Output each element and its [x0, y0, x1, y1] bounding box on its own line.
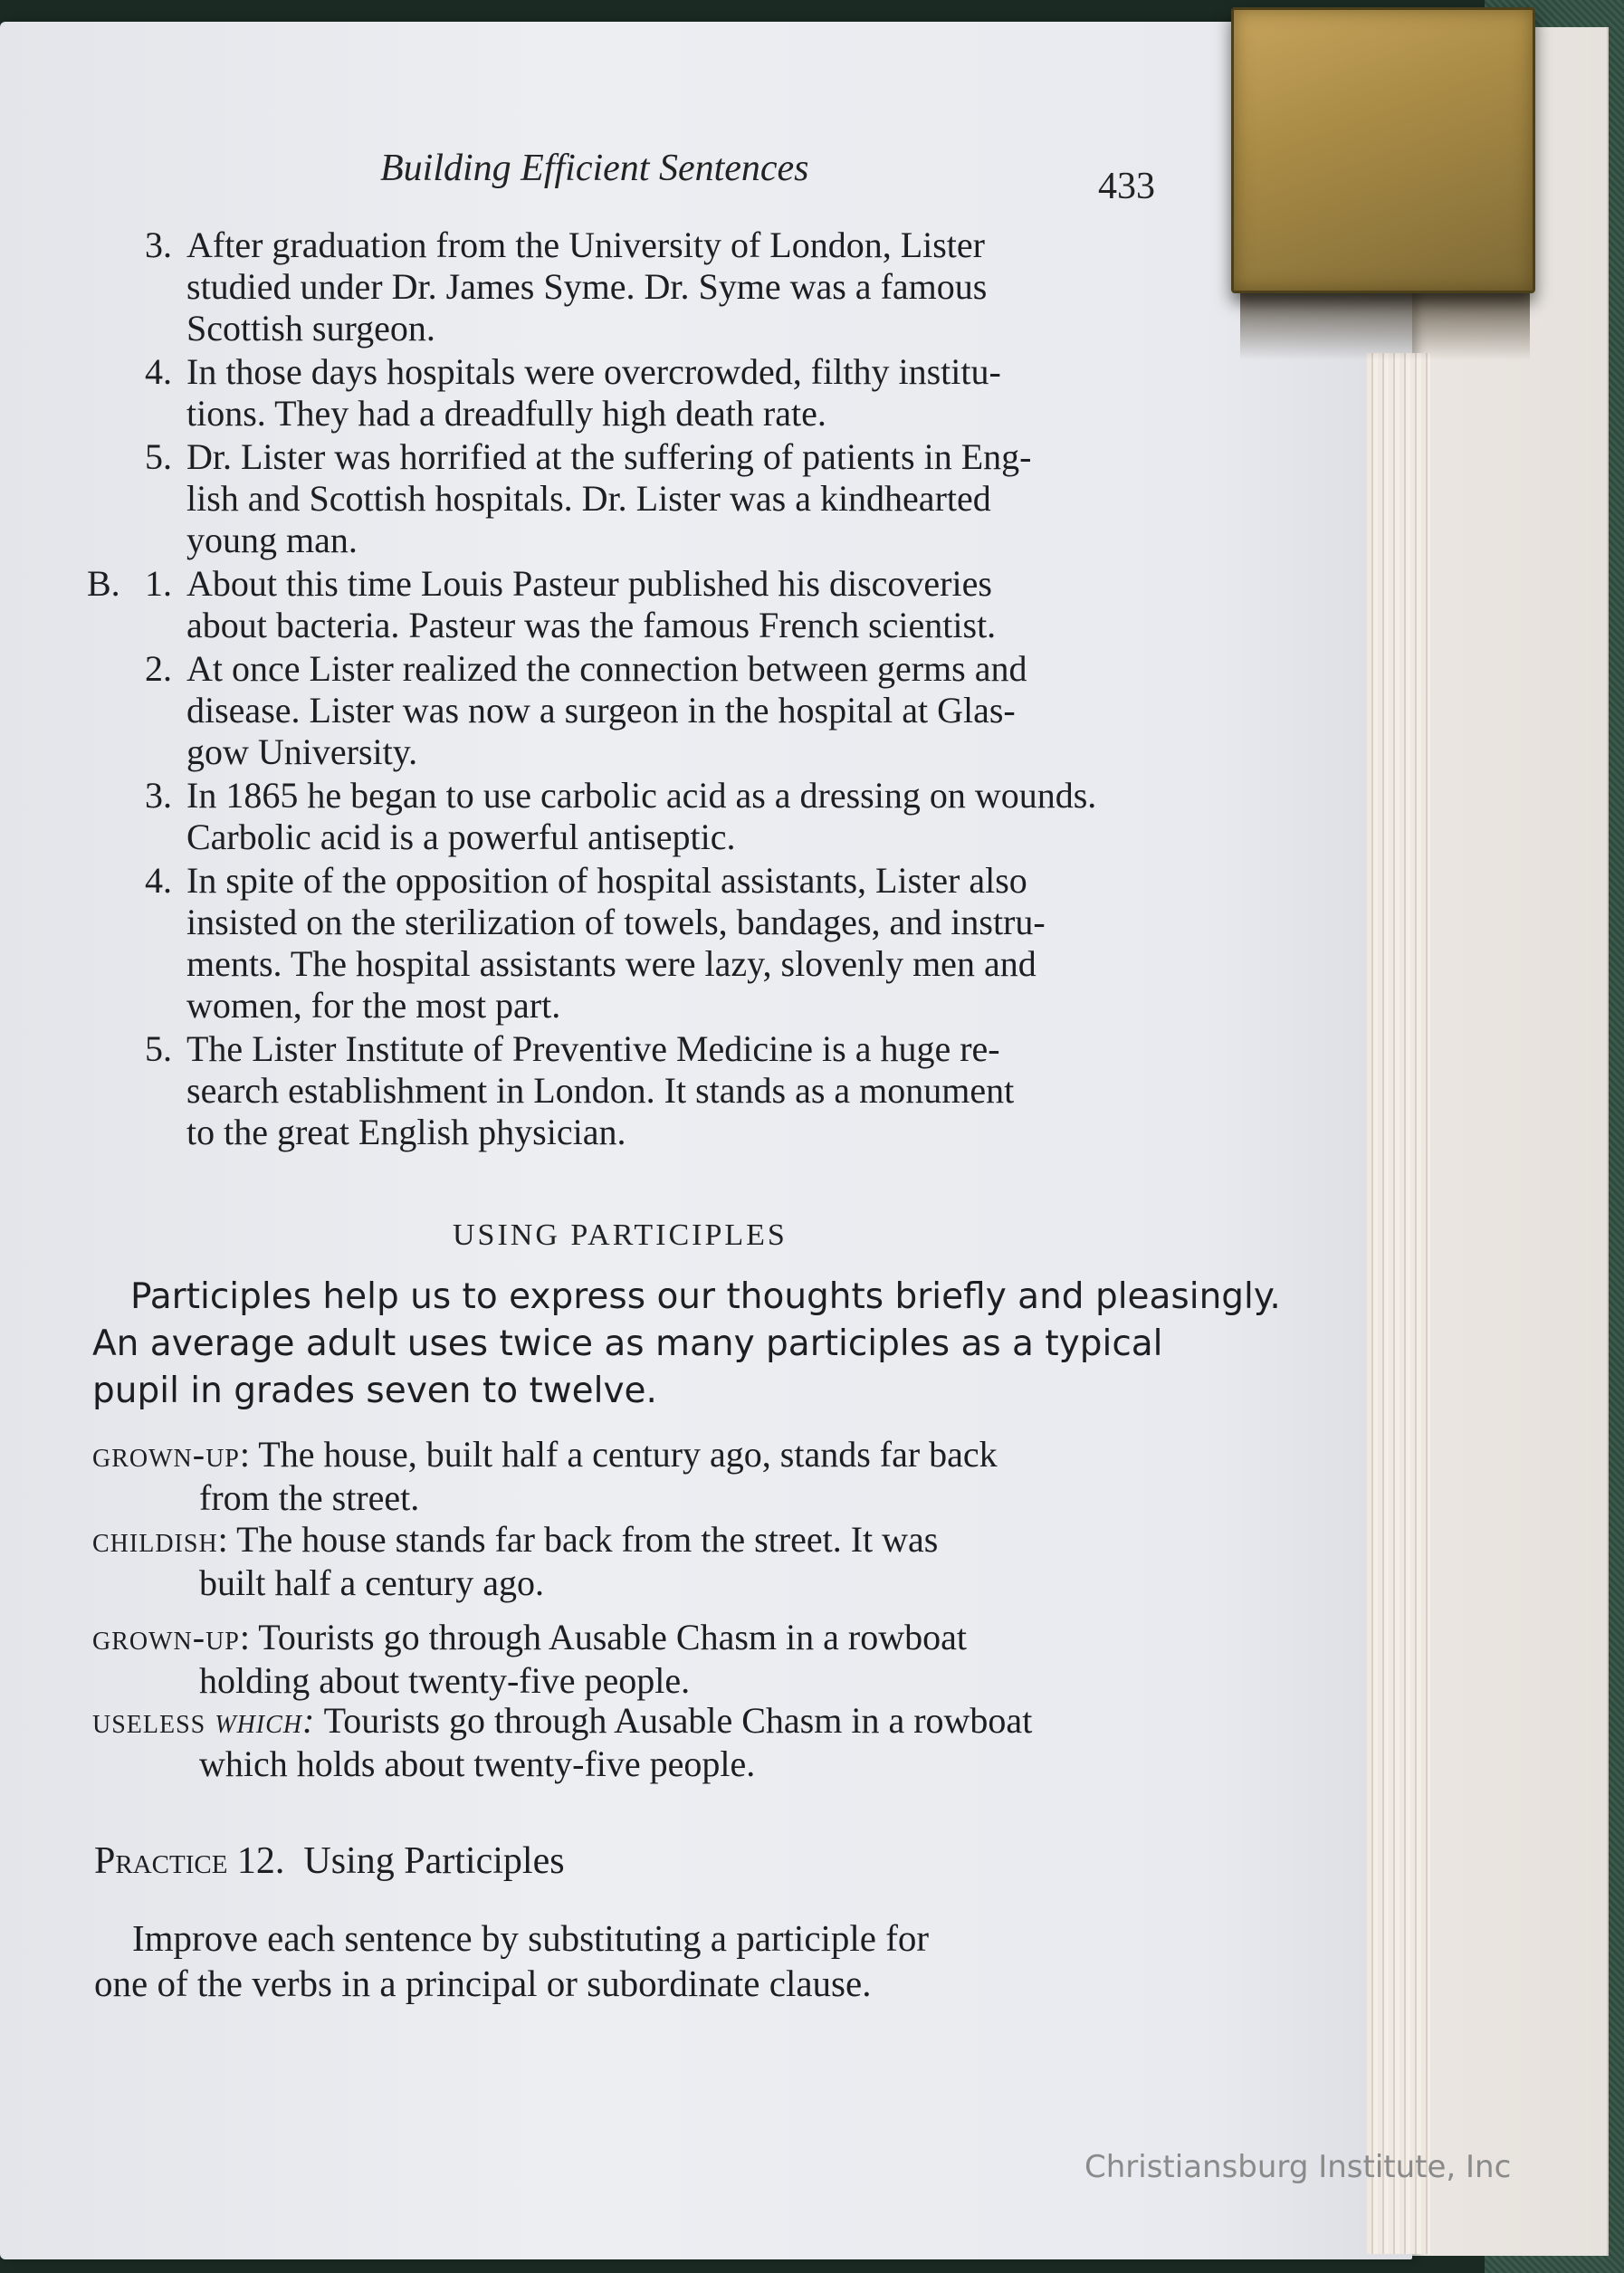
- list-a-3-line-3: Scottish surgeon.: [186, 308, 435, 349]
- list-b-num-1: 1.: [145, 563, 172, 604]
- practice-label: Practice: [94, 1840, 228, 1882]
- example-1-line-1: grown-up: The house, built half a century ago, stands far back: [92, 1434, 998, 1475]
- example-label: grown-up: [92, 1434, 240, 1475]
- list-a-5-line-3: young man.: [186, 520, 358, 560]
- list-b-1-line-1: About this time Louis Pasteur published his discoveries: [186, 563, 992, 604]
- practice-heading: [94, 1839, 565, 1883]
- list-a-3-line-2: studied under Dr. James Syme. Dr. Syme was a famous: [186, 266, 988, 307]
- list-b-2-line-3: gow University.: [186, 731, 418, 772]
- list-b-2-line-2: disease. Lister was now a surgeon in the hospital at Glas-: [186, 690, 1016, 731]
- list-a-4-line-2: tions. They had a dreadfully high death rate.: [186, 393, 826, 434]
- example-3-line-1: grown-up: Tourists go through Ausable Chasm in a rowboat: [92, 1617, 967, 1657]
- list-b-4-line-2: insisted on the sterilization of towels, bandages, and instru-: [186, 902, 1046, 942]
- example-3-line-2: holding about twenty-five people.: [199, 1660, 691, 1701]
- list-a-3-line-1: After graduation from the University of London, Lister: [186, 224, 985, 265]
- list-b-num-3: 3.: [145, 775, 172, 816]
- section-heading: USING PARTICIPLES: [453, 1218, 788, 1252]
- intro-line-2: An average adult uses twice as many participles as a typical: [92, 1323, 1163, 1364]
- page-edges: [1367, 353, 1430, 2254]
- list-a-4-line-1: In those days hospitals were overcrowded, filthy institu-: [186, 351, 1001, 392]
- example-1-line-2: from the street.: [199, 1477, 420, 1518]
- example-label: useless: [92, 1700, 206, 1741]
- list-a-5-line-2: lish and Scottish hospitals. Dr. Lister was a kindhearted: [186, 478, 991, 519]
- example-4-line-1: useless which: Tourists go through Ausable Chasm in a rowboat: [92, 1700, 1033, 1741]
- list-a-num-3: 3.: [145, 224, 172, 265]
- list-b-5-line-2: search establishment in London. It stands as a monument: [186, 1070, 1015, 1111]
- list-b-num-2: 2.: [145, 648, 172, 689]
- list-b-5-line-3: to the great English physician.: [186, 1112, 626, 1152]
- practice-title: Using Participles: [303, 1840, 565, 1882]
- list-b-4-line-4: women, for the most part.: [186, 985, 561, 1026]
- list-a-5-line-1: Dr. Lister was horrified at the suffering of patients in Eng-: [186, 436, 1032, 477]
- clip-shadow: [1240, 288, 1530, 360]
- list-b-2-line-1: At once Lister realized the connection between germs and: [186, 648, 1027, 689]
- instruction-line-2: one of the verbs in a principal or subordinate clause.: [94, 1963, 872, 2004]
- list-b-label: B.: [87, 563, 120, 604]
- practice-number: 12.: [236, 1840, 285, 1882]
- list-a-num-4: 4.: [145, 351, 172, 392]
- instruction-line-1: Improve each sentence by substituting a participle for: [132, 1917, 930, 1959]
- list-b-num-4: 4.: [145, 860, 172, 901]
- list-b-3-line-1: In 1865 he began to use carbolic acid as a dressing on wounds.: [186, 775, 1097, 816]
- list-b-3-line-2: Carbolic acid is a powerful antiseptic.: [186, 817, 736, 857]
- example-label: childish: [92, 1519, 218, 1560]
- example-2-line-1: childish: The house stands far back from the street. It was: [92, 1519, 939, 1560]
- intro-line-1: Participles help us to express our thoughts briefly and pleasingly.: [130, 1276, 1281, 1317]
- brass-clip: [1231, 7, 1535, 293]
- list-b-1-line-2: about bacteria. Pasteur was the famous French scientist.: [186, 605, 997, 645]
- example-2-line-2: built half a century ago.: [199, 1562, 544, 1603]
- list-b-5-line-1: The Lister Institute of Preventive Medicine is a huge re-: [186, 1028, 1000, 1069]
- running-title: Building Efficient Sentences: [380, 148, 809, 189]
- example-4-line-2: which holds about twenty-five people.: [199, 1743, 756, 1784]
- watermark: Christiansburg Institute, Inc: [1084, 2149, 1512, 2185]
- list-a-num-5: 5.: [145, 436, 172, 477]
- list-b-4-line-1: In spite of the opposition of hospital assistants, Lister also: [186, 860, 1027, 901]
- example-label-italic: which:: [215, 1700, 316, 1741]
- example-label: grown-up: [92, 1617, 240, 1657]
- intro-line-3: pupil in grades seven to twelve.: [92, 1370, 657, 1411]
- page-number: 433: [1098, 166, 1155, 207]
- list-b-4-line-3: ments. The hospital assistants were lazy, slovenly men and: [186, 943, 1036, 984]
- list-b-num-5: 5.: [145, 1028, 172, 1069]
